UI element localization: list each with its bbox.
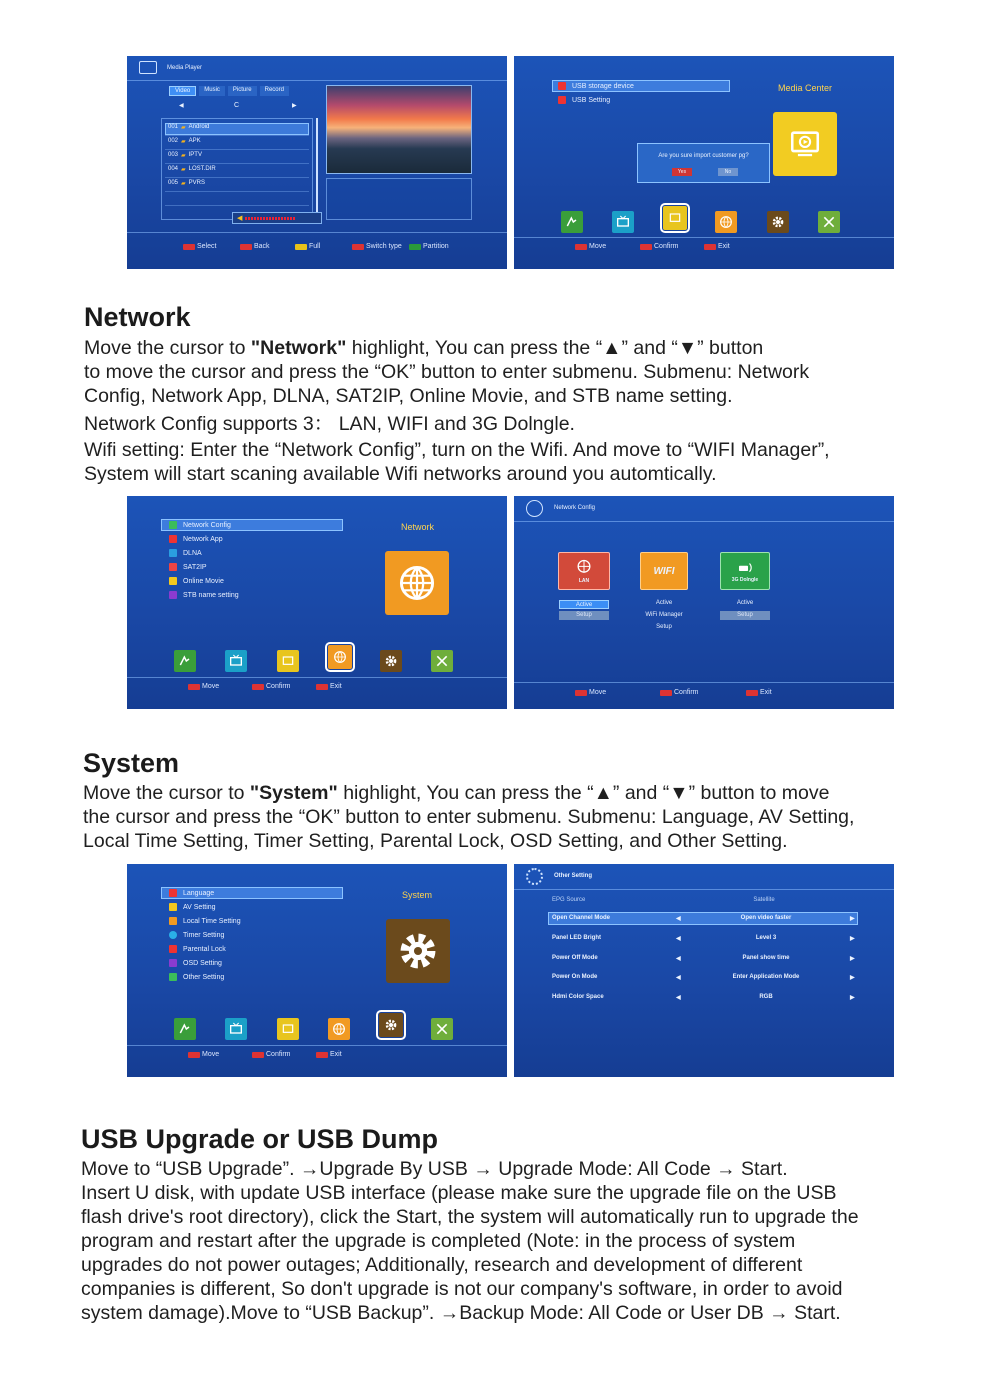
section-label: System — [402, 890, 433, 900]
wifi-setup[interactable]: Setup — [656, 624, 672, 630]
drive-label: C — [234, 102, 240, 109]
wifi-card-label: WIFI — [653, 565, 675, 577]
tools-tile-icon[interactable] — [431, 1018, 453, 1040]
lan-card-icon[interactable] — [558, 552, 610, 590]
hint-move: Move — [575, 689, 606, 696]
dlna-icon — [169, 549, 177, 557]
wifi-status[interactable]: Active — [655, 600, 673, 606]
globe-tile-icon[interactable] — [328, 645, 352, 669]
wifi-card-icon[interactable] — [640, 552, 688, 590]
other-setting-screenshot — [514, 864, 894, 1077]
hint-partition: Partition — [409, 243, 449, 250]
menu-osd-setting[interactable]: OSD Setting — [169, 957, 222, 969]
epg-source-value: Satellite — [753, 897, 775, 903]
globe-tile-icon[interactable] — [328, 1018, 350, 1040]
gear-tile-icon[interactable] — [767, 211, 789, 233]
osd-icon — [169, 959, 177, 967]
3g-card-label: 3G Dolngle — [731, 577, 759, 583]
lan-status[interactable]: Active — [559, 600, 609, 609]
timer-icon — [169, 931, 177, 939]
hint-move: Move — [188, 683, 219, 690]
network-config-title: Network Config — [554, 505, 596, 511]
wifi-manager[interactable]: WiFi Manager — [645, 612, 683, 618]
chevron-right-icon[interactable]: ▶ — [850, 975, 855, 981]
file-row[interactable]: 005 ▰ PVRS — [168, 180, 205, 187]
folder-icon: ▰ — [181, 153, 186, 159]
network-app-icon — [169, 535, 177, 543]
tab-picture[interactable]: Picture — [228, 86, 257, 96]
media-tile-icon[interactable] — [663, 206, 687, 230]
setting-row[interactable]: Power Off Mode ◀ Panel show time ▶ — [552, 955, 855, 962]
hint-confirm: Confirm — [252, 683, 291, 690]
setting-row[interactable]: Panel LED Bright ◀ Level 3 ▶ — [552, 935, 855, 942]
tab-record[interactable]: Record — [260, 86, 289, 96]
tv-tile-icon[interactable] — [612, 211, 634, 233]
chevron-right-icon[interactable]: ▶ — [850, 995, 855, 1001]
network-heading: Network — [84, 302, 191, 332]
media-tile-icon[interactable] — [277, 650, 299, 672]
section-label: Media Center — [778, 83, 833, 93]
folder-icon: ▰ — [181, 125, 186, 131]
menu-av-setting[interactable]: AV Setting — [169, 901, 216, 913]
gear-tile-icon[interactable] — [379, 1013, 403, 1037]
tv-tile-icon[interactable] — [225, 650, 247, 672]
wifi-setting-paragraph: Wifi setting: Enter the “Network Config”, turn on the Wifi. And move to “WIFI Manager”, System will start scaning available Wifi networks around you automtically. — [84, 439, 830, 485]
tab-music[interactable]: Music — [199, 86, 225, 96]
setting-row[interactable]: Open Channel Mode ◀ Open video faster ▶ — [552, 915, 855, 922]
hint-move: Move — [188, 1051, 219, 1058]
menu-timer-setting[interactable]: Timer Setting — [169, 929, 224, 941]
menu-other-setting[interactable]: Other Setting — [169, 971, 224, 983]
chevron-left-icon[interactable]: ◀ — [676, 956, 681, 962]
tools-tile-icon[interactable] — [431, 650, 453, 672]
install-tile-icon[interactable] — [174, 1018, 196, 1040]
menu-sat2ip[interactable]: SAT2IP — [169, 561, 207, 573]
usb-icon — [558, 96, 566, 104]
hint-confirm: Confirm — [640, 243, 679, 250]
confirm-dialog — [637, 143, 770, 183]
hint-exit: Exit — [704, 243, 730, 250]
network-config-globe-icon — [526, 500, 543, 517]
3g-dongle-card-icon[interactable] — [720, 552, 770, 590]
media-center-screenshot — [514, 56, 894, 269]
network-big-globe-icon — [385, 551, 449, 615]
chevron-right-icon[interactable]: ▶ — [850, 916, 855, 922]
folder-icon: ▰ — [181, 167, 186, 173]
drive-right-arrow[interactable]: ▶ — [292, 103, 297, 109]
system-big-gear-icon — [386, 919, 450, 983]
clock-icon — [169, 917, 177, 925]
system-paragraph: Move the cursor to "System" highlight, You can press the “▲” and “▼” button to move the cursor and press the “OK” button to enter submenu. Submenu: Language, AV Setting, Local Time Setting, Timer Setting, Parental Lock, OSD Setting, and Other Setting. — [83, 782, 855, 852]
folder-icon: ▰ — [181, 181, 186, 187]
usb-paragraph: Move to “USB Upgrade”. →Upgrade By USB → Upgrade Mode: All Code → Start. Insert U disk, with update USB interface (please make sure the upgrade file on the USB flash drive's root directory), click the Start, the system will automatically run to upgrade the program and restart after the upgrade is completed (Note: in the process of system upgrades do not power outages; Additionally, research and development of different companies is different, So don't upgrade is not our company's software, in order to avoid system damage).Move to “USB Backup”. →Backup Mode: All Code or User DB → Start. — [81, 1158, 859, 1324]
other-setting-icon — [169, 973, 177, 981]
menu-network-config[interactable]: Network Config — [169, 519, 231, 531]
lan-card-label: LAN — [578, 578, 590, 584]
gear-tile-icon[interactable] — [380, 650, 402, 672]
language-icon — [169, 889, 177, 897]
preview-image — [326, 85, 472, 174]
menu-usb-storage[interactable]: USB storage device — [558, 80, 634, 92]
folder-icon: ▰ — [181, 139, 186, 145]
media-tile-icon[interactable] — [277, 1018, 299, 1040]
menu-parental-lock[interactable]: Parental Lock — [169, 943, 226, 955]
menu-network-app[interactable]: Network App — [169, 533, 223, 545]
hint-switch-type: Switch type — [352, 243, 402, 250]
dialog-no-button[interactable]: No — [718, 168, 738, 176]
chevron-right-icon[interactable]: ▶ — [850, 956, 855, 962]
tv-tile-icon[interactable] — [225, 1018, 247, 1040]
system-heading: System — [83, 748, 180, 778]
hint-exit: Exit — [316, 1051, 342, 1058]
file-row[interactable]: 004 ▰ LOST.DIR — [168, 166, 216, 173]
file-list-scrollbar[interactable] — [316, 118, 318, 220]
chevron-left-icon[interactable]: ◀ — [676, 936, 681, 942]
setting-row[interactable]: Power On Mode ◀ Enter Application Mode ▶ — [552, 974, 855, 981]
menu-local-time-setting[interactable]: Local Time Setting — [169, 915, 241, 927]
volume-bar[interactable] — [232, 212, 322, 224]
lan-setup[interactable]: Setup — [559, 611, 609, 620]
media-player-screenshot — [127, 56, 507, 269]
network-config-screenshot — [514, 496, 894, 709]
menu-online-movie[interactable]: Online Movie — [169, 575, 224, 587]
hint-exit: Exit — [316, 683, 342, 690]
online-movie-icon — [169, 577, 177, 585]
network-config-icon — [169, 521, 177, 529]
3g-setup[interactable]: Setup — [720, 611, 770, 620]
menu-stb-name-setting[interactable]: STB name setting — [169, 589, 239, 601]
hint-move: Move — [575, 243, 606, 250]
media-player-title: Media Player — [167, 65, 203, 71]
chevron-left-icon[interactable]: ◀ — [676, 995, 681, 1001]
lock-icon — [169, 945, 177, 953]
globe-tile-icon[interactable] — [715, 211, 737, 233]
3g-status[interactable]: Active — [736, 600, 754, 606]
network-menu-screenshot — [127, 496, 507, 709]
dialog-yes-button[interactable]: Yes — [672, 168, 692, 176]
network-config-paragraph: Network Config supports 3： LAN, WIFI and 3G Dolngle. — [84, 413, 575, 435]
network-paragraph: Move the cursor to "Network" highlight, You can press the “▲” and “▼” button to move the cursor and press the “OK” button to enter submenu. Submenu: Network Config, Network App, DLNA, SAT2IP, Online Movie, and STB name setting. — [84, 337, 810, 407]
hint-exit: Exit — [746, 689, 772, 696]
file-row[interactable]: 003 ▰ IPTV — [168, 152, 202, 159]
file-list — [161, 118, 313, 220]
section-label: Network — [401, 522, 435, 532]
hint-confirm: Confirm — [252, 1051, 291, 1058]
menu-usb-setting[interactable]: USB Setting — [558, 94, 610, 106]
sat2ip-icon — [169, 563, 177, 571]
usb-icon — [558, 82, 566, 90]
menu-dlna[interactable]: DLNA — [169, 547, 202, 559]
drive-left-arrow[interactable]: ◀ — [179, 103, 184, 109]
usb-heading: USB Upgrade or USB Dump — [81, 1124, 439, 1154]
setting-row[interactable]: Hdmi Color Space ◀ RGB ▶ — [552, 994, 855, 1001]
menu-language[interactable]: Language — [169, 887, 214, 899]
hint-full: Full — [295, 243, 320, 250]
system-menu-screenshot — [127, 864, 507, 1077]
file-row[interactable]: 001 ▰ Android — [168, 124, 210, 131]
media-center-big-icon — [773, 112, 837, 176]
chevron-right-icon[interactable]: ▶ — [850, 936, 855, 942]
stb-name-icon — [169, 591, 177, 599]
media-tabs — [169, 86, 289, 96]
dialog-message: Are you sure import customer pg? — [658, 153, 749, 159]
gear-icon — [526, 868, 543, 885]
hint-select: Select — [183, 243, 216, 250]
chevron-left-icon[interactable]: ◀ — [676, 975, 681, 981]
tools-tile-icon[interactable] — [818, 211, 840, 233]
av-setting-icon — [169, 903, 177, 911]
hint-confirm: Confirm — [660, 689, 699, 696]
other-setting-title: Other Setting — [554, 873, 593, 879]
speaker-icon: ◀ — [237, 215, 243, 222]
preview-info-box — [326, 178, 472, 220]
tab-video[interactable]: Video — [169, 86, 196, 96]
epg-source-label: EPG Source — [552, 897, 586, 903]
chevron-left-icon[interactable]: ◀ — [676, 916, 681, 922]
hint-back: Back — [240, 243, 270, 250]
install-tile-icon[interactable] — [174, 650, 196, 672]
install-tile-icon[interactable] — [561, 211, 583, 233]
file-row[interactable]: 002 ▰ APK — [168, 138, 201, 145]
media-player-icon — [139, 61, 157, 74]
